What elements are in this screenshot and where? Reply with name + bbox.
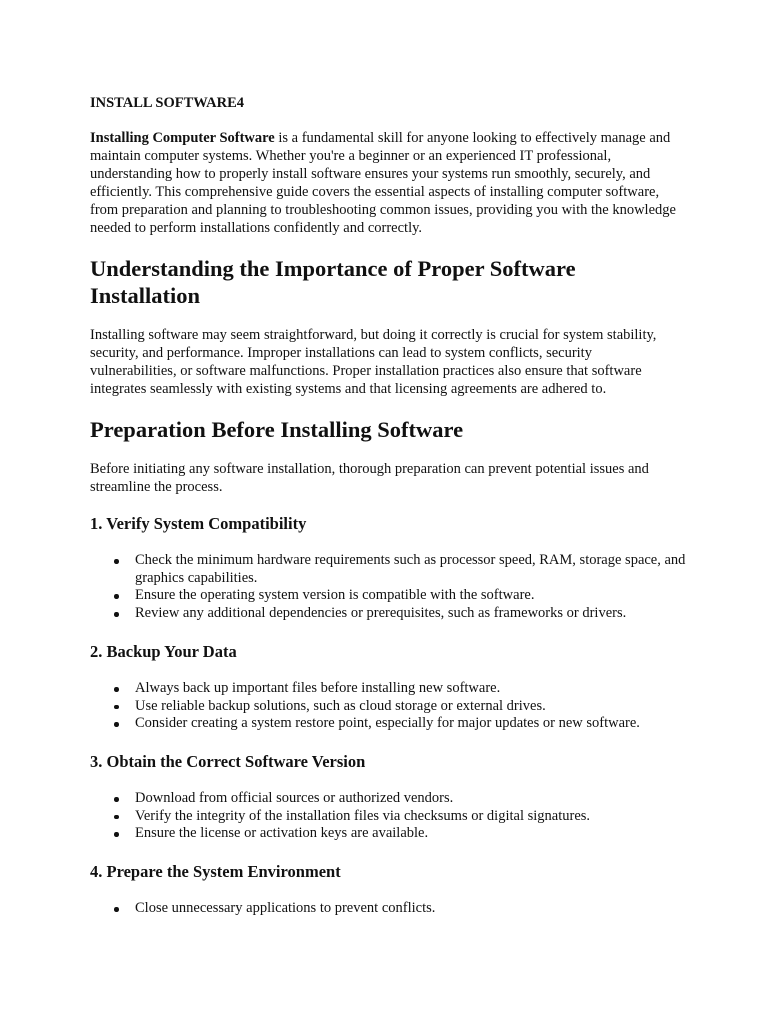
list-item: Check the minimum hardware requirements such as processor speed, RAM, storage space, and graphics capabilities. (90, 552, 690, 587)
intro-text: is a fundamental skill for anyone looking to effectively manage and maintain computer systems. Whether you're a beginner or an experienced IT professional, understanding how to properly install software ensures your systems run smoothly, securely, and efficiently. This comprehensive guide covers the essential aspects of installing computer software, from preparation and planning to troubleshooting common issues, providing you with the knowledge needed to perform installations confidently and correctly. (90, 130, 676, 236)
step-heading-environment: 4. Prepare the System Environment (90, 862, 341, 881)
section-body-importance: Installing software may seem straightforward, but doing it correctly is crucial for system stability, security, and performance. Improper installations can lead to system conflicts, security vulnerabilities, or software malfunctions. Proper installation practices also ensure that software integrates seamlessly with existing systems and that licensing agreements are adhered to. (90, 327, 657, 397)
section-heading-preparation: Preparation Before Installing Software (90, 417, 464, 442)
section-heading-importance: Understanding the Importance of Proper Software Installation (90, 256, 576, 308)
step-list-environment (90, 900, 690, 918)
step-heading-compatibility: 1. Verify System Compatibility (90, 514, 307, 533)
step-heading-backup: 2. Backup Your Data (90, 642, 237, 661)
intro-lead: Installing Computer Software (90, 130, 275, 146)
list-item: Consider creating a system restore point, especially for major updates or new software. (90, 715, 690, 733)
document-title: INSTALL SOFTWARE4 (90, 95, 245, 111)
list-item: Download from official sources or authorized vendors. (90, 790, 690, 808)
list-item: Ensure the operating system version is compatible with the software. (90, 587, 690, 605)
list-item: Review any additional dependencies or prerequisites, such as frameworks or drivers. (90, 605, 690, 623)
step-heading-version: 3. Obtain the Correct Software Version (90, 752, 366, 771)
list-item: Always back up important files before installing new software. (90, 680, 690, 698)
step-list-compatibility (90, 552, 690, 623)
list-item: Verify the integrity of the installation files via checksums or digital signatures. (90, 808, 690, 826)
list-item: Use reliable backup solutions, such as cloud storage or external drives. (90, 698, 690, 716)
list-item: Ensure the license or activation keys are available. (90, 825, 690, 843)
section-body-preparation: Before initiating any software installation, thorough preparation can prevent potential issues and streamline the process. (90, 461, 649, 495)
intro-paragraph (90, 129, 680, 237)
step-list-backup (90, 680, 690, 733)
list-item: Close unnecessary applications to prevent conflicts. (90, 900, 690, 918)
step-list-version (90, 790, 690, 843)
